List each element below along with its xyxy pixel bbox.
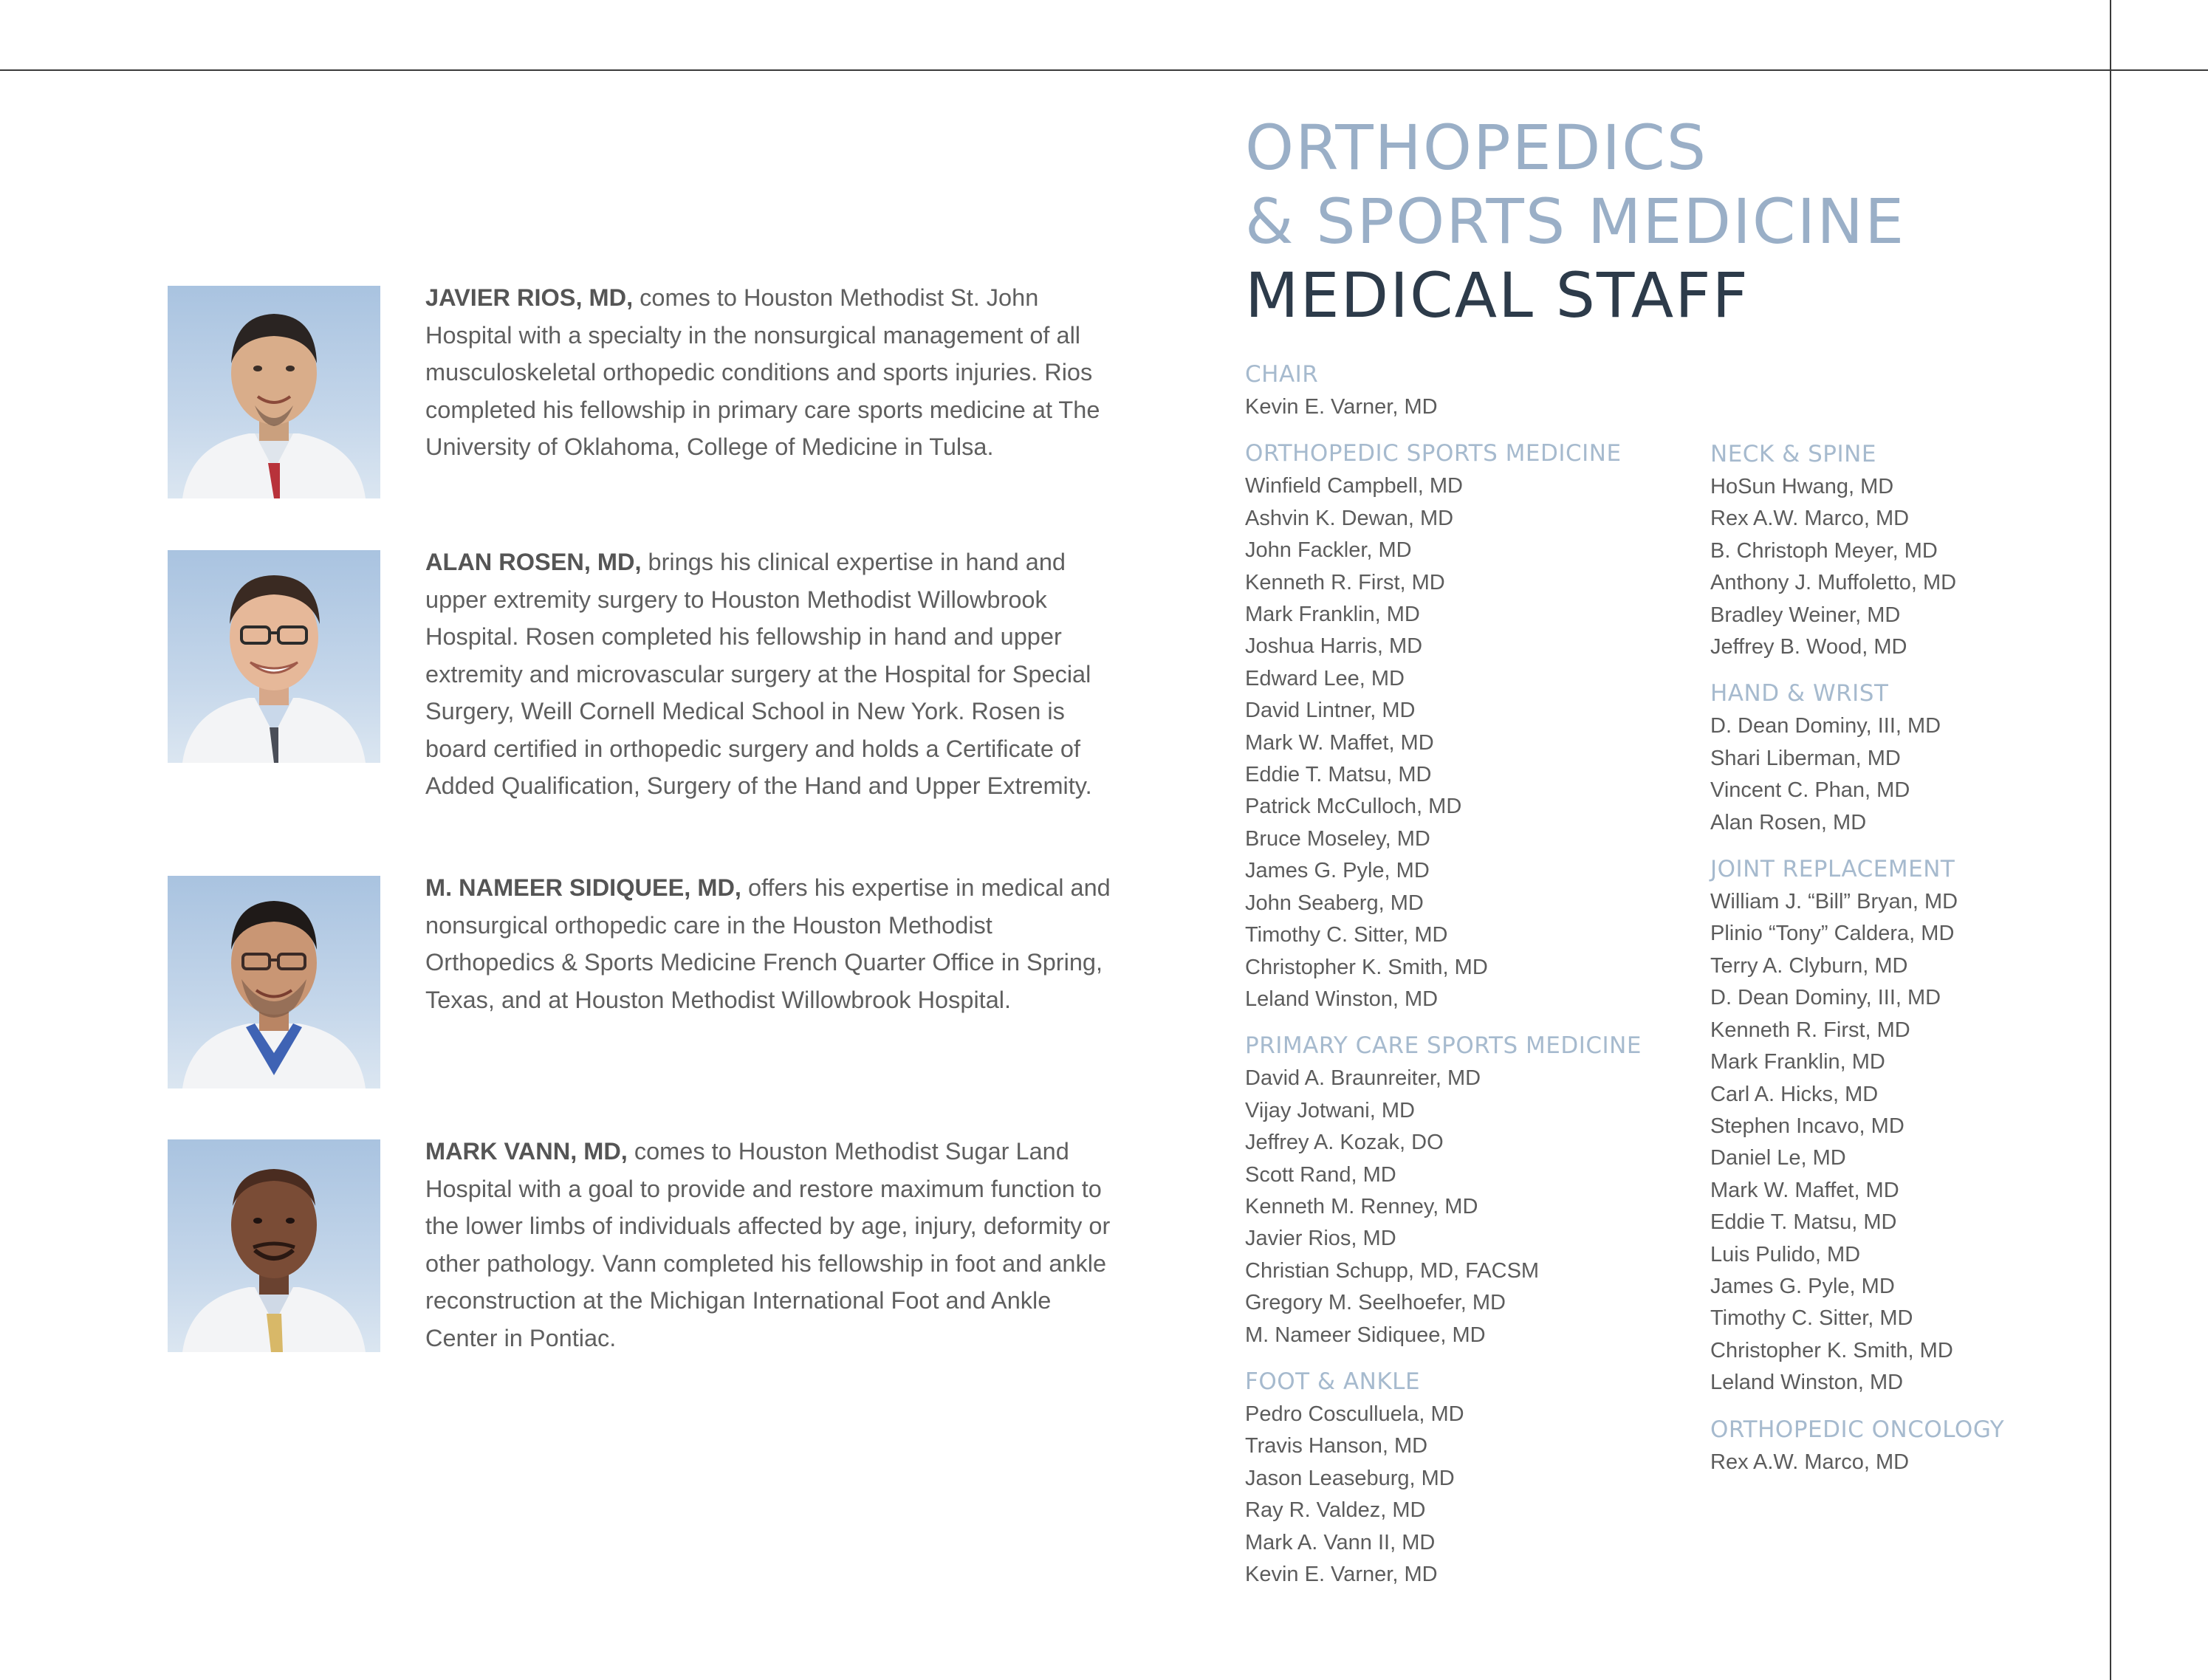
staff-name: Leland Winston, MD: [1245, 987, 1439, 1011]
staff-name: Christopher K. Smith, MD: [1710, 1338, 1953, 1362]
staff-name: Ray R. Valdez, MD: [1245, 1498, 1426, 1523]
bio-alan-rosen: [425, 544, 1127, 805]
staff-name: Kenneth R. First, MD: [1245, 570, 1445, 594]
staff-name: Winfield Campbell, MD: [1245, 474, 1463, 498]
staff-list-hand-wrist: [1710, 710, 2004, 839]
staff-name: M. Nameer Sidiquee, MD: [1245, 1323, 1486, 1347]
staff-name: Eddie T. Matsu, MD: [1245, 763, 1432, 787]
staff-list-primary-care: [1245, 1063, 1642, 1351]
staff-list-chair: [1245, 391, 1642, 423]
staff-name: D. Dean Dominy, III, MD: [1710, 986, 1941, 1010]
staff-name: Daniel Le, MD: [1710, 1146, 1846, 1170]
bio-name: MARK VANN, MD,: [425, 1138, 628, 1165]
bio-nameer-sidiquee: [425, 869, 1127, 1018]
bio-text: brings his clinical expertise in hand and upper extremity surgery to Houston Methodist Willowbrook Hospital. Rosen completed his fellowship in hand and upper extremity and microvascular surgery at the Hospital for Special Surgery, Weill Cornell Medical School in New York. Rosen is board certified in orthopedic surgery and holds a Certificate of Added Qualification, Surgery of the Hand and Upper Extremity.: [425, 549, 1092, 799]
portrait-nameer-sidiquee: [168, 876, 380, 1088]
section-heading-chair: CHAIR: [1245, 361, 1319, 388]
staff-name: James G. Pyle, MD: [1245, 859, 1430, 883]
staff-name: Javier Rios, MD: [1245, 1227, 1396, 1251]
title-line-3: MEDICAL STAFF: [1245, 259, 1749, 332]
staff-name: Eddie T. Matsu, MD: [1710, 1210, 1897, 1235]
portrait-alan-rosen: [168, 550, 380, 763]
section-heading-foot-ankle: FOOT & ANKLE: [1245, 1368, 1421, 1395]
bio-mark-vann: [425, 1133, 1127, 1357]
staff-name: John Seaberg, MD: [1245, 891, 1424, 915]
portrait-javier-rios: [168, 286, 380, 498]
staff-list-ortho-sports: [1245, 470, 1642, 1015]
staff-name: Luis Pulido, MD: [1710, 1242, 1861, 1266]
staff-name: Timothy C. Sitter, MD: [1245, 923, 1448, 947]
staff-name: David A. Braunreiter, MD: [1245, 1066, 1481, 1091]
staff-name: Travis Hanson, MD: [1245, 1434, 1428, 1458]
staff-name: Rex A.W. Marco, MD: [1710, 507, 1910, 531]
page-title: [1245, 111, 1905, 332]
staff-name: James G. Pyle, MD: [1710, 1274, 1895, 1298]
bio-javier-rios: [425, 279, 1127, 466]
section-heading-joint: JOINT REPLACEMENT: [1710, 856, 1955, 883]
staff-list-joint: [1710, 886, 2004, 1399]
staff-name: Plinio “Tony” Caldera, MD: [1710, 922, 1955, 946]
section-heading-hand-wrist: HAND & WRIST: [1710, 680, 1889, 707]
section-heading-ortho-sports: ORTHOPEDIC SPORTS MEDICINE: [1245, 440, 1622, 467]
staff-name: Scott Rand, MD: [1245, 1162, 1396, 1187]
staff-name: Ashvin K. Dewan, MD: [1245, 506, 1454, 530]
staff-name: John Fackler, MD: [1245, 538, 1412, 563]
staff-list-oncology: [1710, 1447, 2004, 1478]
staff-name: Kenneth R. First, MD: [1710, 1018, 1910, 1042]
bio-text: comes to Houston Methodist Sugar Land Hospital with a goal to provide and restore maximum function to the lower limbs of individuals affected by age, injury, deformity or other pathology. Vann completed his fellowship in foot and ankle reconstruction at the Michigan International Foot and Ankle Center in Pontiac.: [425, 1138, 1111, 1351]
staff-name: Christopher K. Smith, MD: [1245, 955, 1488, 979]
staff-name: Vijay Jotwani, MD: [1245, 1098, 1415, 1122]
staff-name: Mark W. Maffet, MD: [1710, 1178, 1899, 1202]
bio-text: offers his expertise in medical and nonsurgical orthopedic care in the Houston Methodist Orthopedics & Sports Medicine French Quarter Office in Spring, Texas, and at Houston Methodist Willowbrook Hospital.: [425, 874, 1111, 1013]
staff-name: Kevin E. Varner, MD: [1245, 395, 1438, 419]
section-heading-primary-care: PRIMARY CARE SPORTS MEDICINE: [1245, 1032, 1642, 1060]
bio-name: ALAN ROSEN, MD,: [425, 549, 642, 575]
staff-name: Carl A. Hicks, MD: [1710, 1082, 1879, 1106]
bio-text: comes to Houston Methodist St. John Hospital with a specialty in the nonsurgical management of all musculoskeletal orthopedic conditions and sports injuries. Rios completed his fellowship in primary care sports medicine at The University of Oklahoma, College of Medicine in Tulsa.: [425, 284, 1100, 460]
title-line-2: & SPORTS MEDICINE: [1245, 185, 1906, 258]
staff-name: David Lintner, MD: [1245, 699, 1416, 723]
staff-name: Alan Rosen, MD: [1710, 810, 1867, 834]
staff-name: William J. “Bill” Bryan, MD: [1710, 890, 1958, 914]
staff-name: Edward Lee, MD: [1245, 666, 1405, 690]
staff-name: Rex A.W. Marco, MD: [1710, 1450, 1910, 1474]
staff-name: Bradley Weiner, MD: [1710, 603, 1901, 627]
staff-name: Timothy C. Sitter, MD: [1710, 1306, 1913, 1331]
top-rule: [0, 69, 2208, 71]
staff-name: Jason Leaseburg, MD: [1245, 1466, 1455, 1490]
right-rule: [2110, 0, 2111, 1680]
staff-name: Pedro Cosculluela, MD: [1245, 1402, 1464, 1426]
portrait-mark-vann: [168, 1139, 380, 1352]
section-heading-neck-spine: NECK & SPINE: [1710, 441, 1876, 467]
staff-column-left: [1245, 357, 1642, 1591]
staff-name: Mark Franklin, MD: [1710, 1050, 1885, 1074]
staff-name: Mark A. Vann II, MD: [1245, 1530, 1436, 1554]
staff-name: Jeffrey A. Kozak, DO: [1245, 1131, 1444, 1155]
staff-column-right: [1710, 437, 2004, 1478]
staff-name: D. Dean Dominy, III, MD: [1710, 714, 1941, 738]
staff-name: Christian Schupp, MD, FACSM: [1245, 1258, 1540, 1283]
staff-name: Stephen Incavo, MD: [1710, 1114, 1904, 1138]
staff-name: Anthony J. Muffoletto, MD: [1710, 571, 1957, 595]
staff-name: Jeffrey B. Wood, MD: [1710, 635, 1907, 659]
staff-name: Vincent C. Phan, MD: [1710, 778, 1910, 803]
staff-name: Mark Franklin, MD: [1245, 603, 1420, 627]
staff-name: Patrick McCulloch, MD: [1245, 795, 1462, 819]
bio-name: JAVIER RIOS, MD,: [425, 284, 634, 311]
staff-name: Kenneth M. Renney, MD: [1245, 1194, 1478, 1218]
staff-name: Terry A. Clyburn, MD: [1710, 953, 1908, 978]
staff-name: B. Christoph Meyer, MD: [1710, 538, 1938, 563]
staff-name: Leland Winston, MD: [1710, 1371, 1904, 1395]
staff-name: Gregory M. Seelhoefer, MD: [1245, 1291, 1506, 1315]
staff-list-foot-ankle: [1245, 1399, 1642, 1591]
staff-list-neck-spine: [1710, 471, 2004, 663]
staff-name: Shari Liberman, MD: [1710, 746, 1901, 770]
staff-name: HoSun Hwang, MD: [1710, 475, 1894, 498]
staff-name: Kevin E. Varner, MD: [1245, 1563, 1438, 1586]
title-line-1: ORTHOPEDICS: [1245, 112, 1708, 184]
bio-name: M. NAMEER SIDIQUEE, MD,: [425, 874, 741, 901]
staff-name: Joshua Harris, MD: [1245, 634, 1423, 659]
staff-name: Bruce Moseley, MD: [1245, 826, 1430, 851]
section-heading-oncology: ORTHOPEDIC ONCOLOGY: [1710, 1416, 2005, 1443]
staff-name: Mark W. Maffet, MD: [1245, 730, 1434, 755]
